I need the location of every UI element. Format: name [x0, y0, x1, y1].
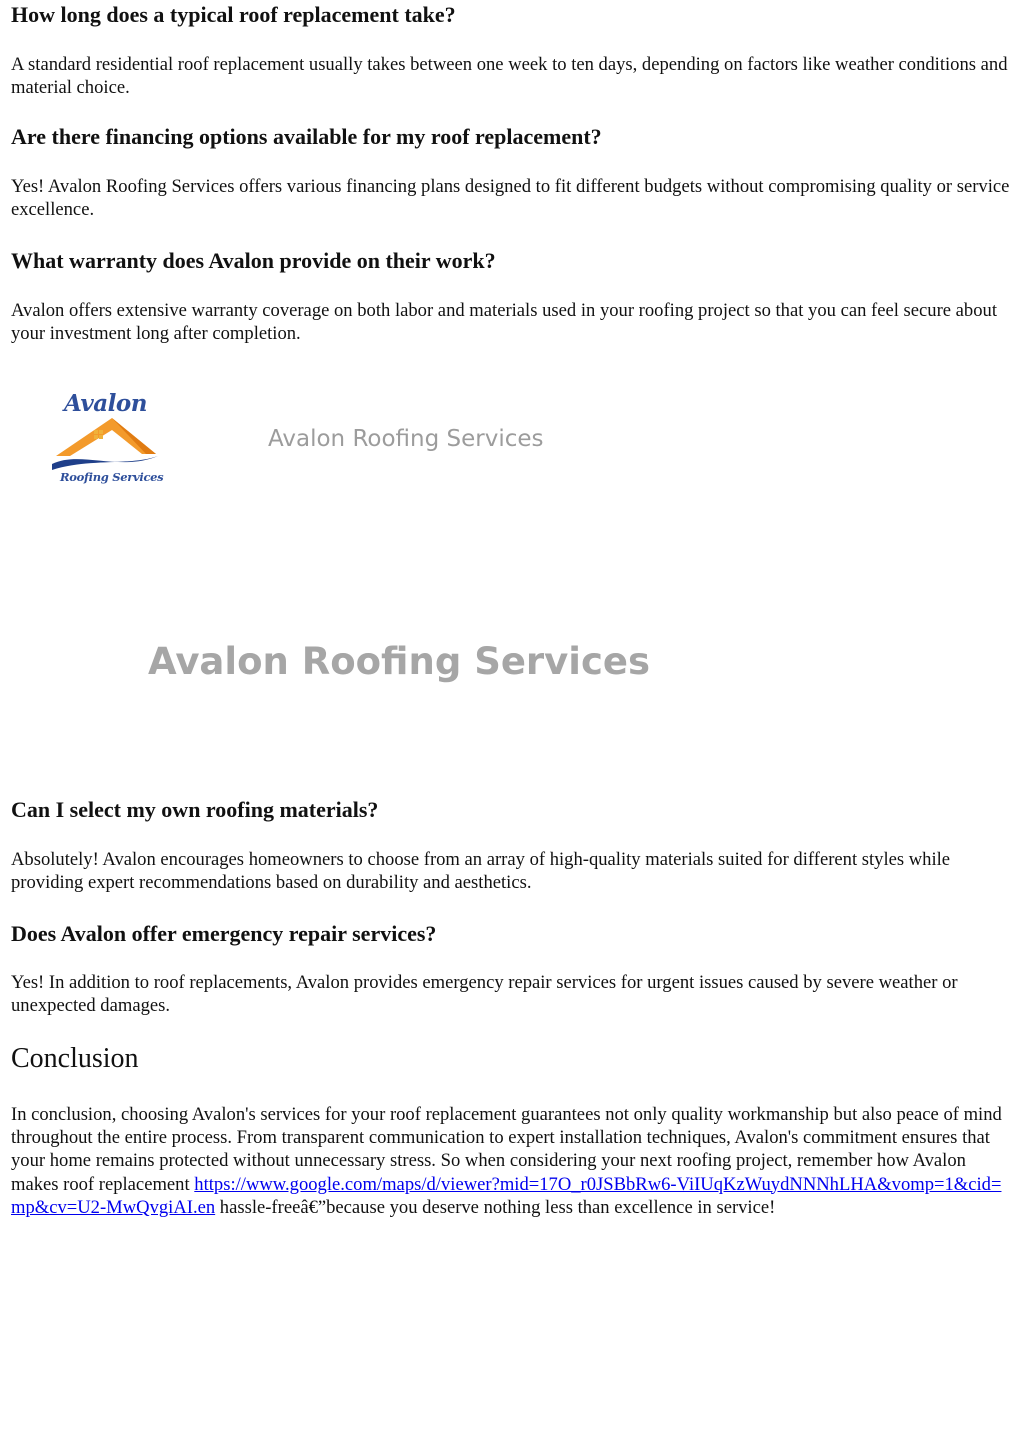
conclusion-heading: Conclusion	[11, 1043, 139, 1074]
brand-name-small: Avalon Roofing Services	[268, 426, 544, 452]
faq-question-4: Can I select my own roofing materials?	[11, 797, 379, 822]
faq-answer-2: Yes! Avalon Roofing Services offers various financing plans designed to fit different budgets without compromising quality or service excellence.	[11, 176, 1010, 221]
faq-question-5: Does Avalon offer emergency repair services?	[11, 921, 437, 946]
faq-answer-4: Absolutely! Avalon encourages homeowners to choose from an array of high-quality materials suited for different styles while providing expert recommendations based on durability and aesthetics.	[11, 849, 951, 894]
faq-answer-5: Yes! In addition to roof replacements, Avalon provides emergency repair services for urgent issues caused by severe weather or unexpected damages.	[11, 972, 958, 1017]
google-maps-link[interactable]: https://www.google.com/maps/d/viewer?mid=17O_r0JSBbRw6-ViIUqKzWuydNNNhLHA&vomp=1&cid=mp&cv=U2-MwQvgiAI.en	[11, 1173, 1002, 1218]
faq-question-1: How long does a typical roof replacement take?	[11, 2, 456, 27]
logo-tagline: Roofing Services	[60, 470, 164, 484]
brand-name-large: Avalon Roofing Services	[148, 640, 651, 683]
conclusion-paragraph	[11, 1103, 1011, 1219]
roof-house-icon	[50, 416, 162, 472]
conclusion-text-after-link: hassle-freeâ€”because you deserve nothing less than excellence in service!	[215, 1196, 776, 1218]
faq-question-3: What warranty does Avalon provide on their work?	[11, 248, 496, 273]
avalon-logo	[50, 388, 162, 492]
conclusion-text-before-link: In conclusion, choosing Avalon's services for your roof replacement guarantees not only quality workmanship but also peace of mind throughout the entire process. From transparent communication to expert installation techniques, Avalon's commitment ensures that your home remains protected without unnecessary stress. So when considering your next roofing project, remember how Avalon makes roof replacement	[11, 1104, 1002, 1195]
faq-answer-3: Avalon offers extensive warranty coverage on both labor and materials used in your roofing project so that you can feel secure about your investment long after completion.	[11, 300, 997, 345]
faq-question-2: Are there financing options available for my roof replacement?	[11, 124, 602, 149]
logo-wordmark: Avalon	[64, 390, 147, 417]
faq-answer-1: A standard residential roof replacement usually takes between one week to ten days, depending on factors like weather conditions and material choice.	[11, 54, 1008, 99]
